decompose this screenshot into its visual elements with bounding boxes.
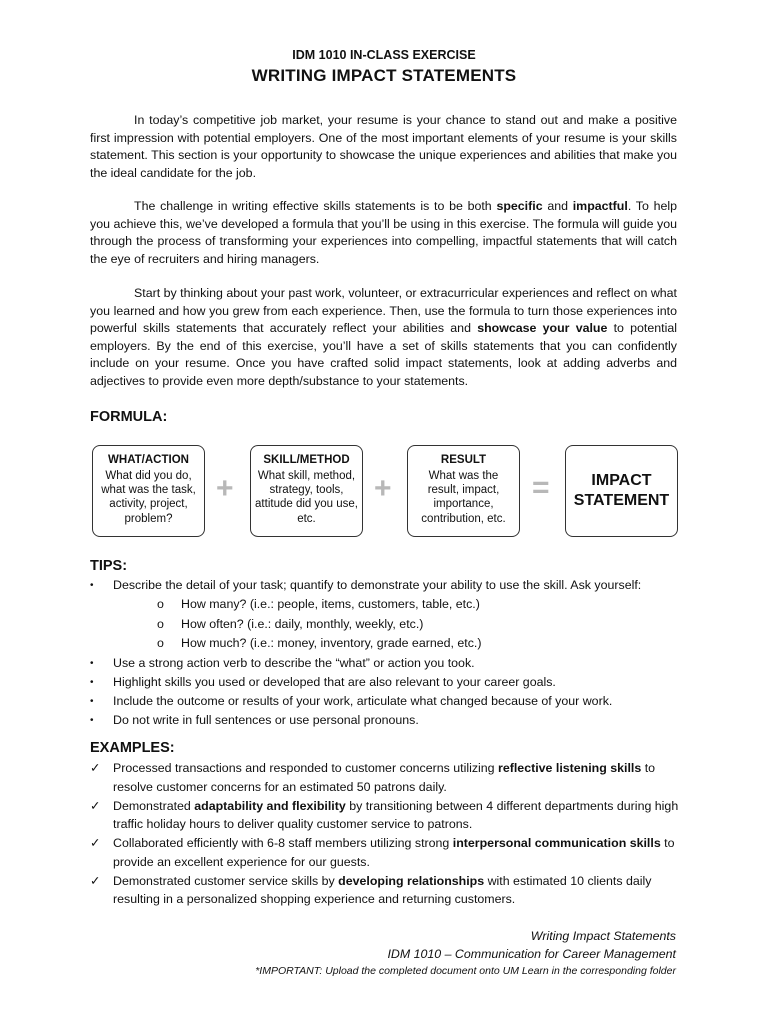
formula-box-title: RESULT <box>440 454 487 466</box>
tip-text: Highlight skills you used or developed that are also relevant to your career goals. <box>113 674 556 689</box>
list-item <box>113 634 690 654</box>
sub-bullet-icon: o <box>157 616 164 631</box>
bullet-icon: • <box>90 676 94 688</box>
formula-box-skill-method <box>250 445 363 537</box>
intro-paragraph-2 <box>90 198 677 268</box>
list-item <box>90 711 690 730</box>
tip-text: Include the outcome or results of your work, articulate what changed because of your work. <box>113 693 613 708</box>
text-run: to resolve customer concerns for an estimated 50 patrons daily. <box>113 761 656 794</box>
equals-icon: = <box>532 471 550 504</box>
course-line: IDM 1010 IN-CLASS EXERCISE <box>292 48 476 62</box>
list-item <box>90 692 690 711</box>
example-text <box>113 799 678 832</box>
example-text <box>113 874 652 907</box>
formula-box-what-action <box>92 445 205 537</box>
tips-sub-list <box>113 595 690 654</box>
formula-box-title: SKILL/METHOD <box>263 454 350 466</box>
text-run: Demonstrated customer service skills by <box>113 873 339 888</box>
tip-text: Do not write in full sentences or use personal pronouns. <box>113 712 419 727</box>
text-run: Collaborated efficiently with 6-8 staff members utilizing strong <box>113 836 453 850</box>
example-text <box>113 836 675 869</box>
bullet-icon: • <box>90 580 94 591</box>
formula-box-title: WHAT/ACTION <box>108 454 189 466</box>
text-run: by transitioning between 4 different departments during high traffic holiday hours to deliver quality customer service to patrons. <box>113 798 679 831</box>
list-item <box>90 872 690 909</box>
plus-icon: + <box>216 472 234 505</box>
text-run: Start by thinking about your past work, volunteer, or extracurricular experiences and reflect on what you learned and how you grew from each experience. Then, use the formula to turn those experiences into powerful skills statements that accurately reflect your abilities and <box>90 286 677 335</box>
page-title: WRITING IMPACT STATEMENTS <box>251 66 517 85</box>
sub-bullet-icon: o <box>157 636 164 650</box>
text-run: and <box>542 199 573 213</box>
formula-box-desc: What was the result, impact, importance, contribution, etc. <box>421 470 506 525</box>
list-item <box>90 654 690 673</box>
text-run: Demonstrated <box>113 798 195 813</box>
emphasis-text: impactful <box>572 199 628 213</box>
check-icon: ✓ <box>90 798 101 813</box>
check-icon: ✓ <box>90 836 101 850</box>
list-item <box>90 759 690 796</box>
emphasis-text: specific <box>496 199 543 213</box>
list-item <box>113 615 690 635</box>
bullet-icon: • <box>90 714 94 726</box>
footer-title: Writing Impact Statements <box>530 929 676 943</box>
text-run: to provide an excellent experience for our guests. <box>113 836 675 869</box>
tip-text: Use a strong action verb to describe the “what” or action you took. <box>113 655 475 670</box>
bullet-icon: • <box>90 657 94 669</box>
footer-course: IDM 1010 – Communication for Career Management <box>387 947 676 961</box>
tips-heading: TIPS: <box>90 558 128 574</box>
list-item <box>90 797 690 834</box>
list-item <box>90 576 690 654</box>
text-run: . To help you achieve this, we’ve developed a formula that you’ll be using in this exercise. The formula will guide you through the process of transforming your experiences into compelling, impactful statements that will catch the eye of recruiters and hiring managers. <box>90 199 678 266</box>
sub-bullet-icon: o <box>157 597 164 611</box>
text-run: Processed transactions and responded to customer concerns utilizing <box>113 761 499 775</box>
text-run: The challenge in writing effective skills statements is to be both <box>134 199 497 213</box>
emphasis-text: developing relationships <box>338 873 485 888</box>
formula-box-impact-statement <box>565 445 678 537</box>
emphasis-text: showcase your value <box>477 321 608 335</box>
intro-paragraph-1-text: In today’s competitive job market, your resume is your chance to stand out and make a positive first impression with potential employers. One of the most important elements of your resume is your skills statement. This section is your opportunity to showcase the unique experiences and abilities that make you the ideal candidate for the job. <box>90 113 677 180</box>
footer-note: *IMPORTANT: Upload the completed document onto UM Learn in the corresponding folder <box>255 965 676 977</box>
emphasis-text: reflective listening skills <box>498 761 642 775</box>
emphasis-text: interpersonal communication skills <box>452 836 661 850</box>
text-run: with estimated 10 clients daily resulting in a personalized shopping experience and returning customers. <box>113 873 652 906</box>
sub-tip-text: How many? (i.e.: people, items, customers, table, etc.) <box>181 597 480 611</box>
emphasis-text: adaptability and flexibility <box>194 798 346 813</box>
intro-paragraph-1 <box>90 112 677 182</box>
check-icon: ✓ <box>90 761 101 775</box>
sub-tip-text: How much? (i.e.: money, inventory, grade earned, etc.) <box>181 636 482 650</box>
list-item <box>90 673 690 692</box>
tips-list <box>90 576 690 730</box>
bullet-icon: • <box>90 695 94 707</box>
examples-heading: EXAMPLES: <box>90 740 175 756</box>
sub-tip-text: How often? (i.e.: daily, monthly, weekly, etc.) <box>181 616 424 631</box>
check-icon: ✓ <box>90 873 101 888</box>
text-run: to potential employers. By the end of this exercise, you’ll have a set of skills statements that you can confidently include on your resume. Once you have crafted solid impact statements, look at adding adverbs and adjectives to provide even more depth/substance to your statements. <box>90 321 677 388</box>
list-item <box>113 595 690 615</box>
plus-icon: + <box>374 472 392 505</box>
list-item <box>90 834 690 871</box>
formula-box-desc: What skill, method, strategy, tools, attitude did you use, etc. <box>255 470 358 525</box>
examples-list <box>90 759 690 909</box>
tip-text: Describe the detail of your task; quantify to demonstrate your ability to use the skill. Ask yourself: <box>113 578 642 592</box>
impact-statement-line-1: IMPACT <box>591 472 652 489</box>
impact-statement-line-2: STATEMENT <box>573 492 670 509</box>
formula-heading: FORMULA: <box>90 409 168 425</box>
formula-box-desc: What did you do, what was the task, activity, project, problem? <box>101 470 196 525</box>
intro-paragraph-3 <box>90 285 677 390</box>
formula-box-result <box>407 445 520 537</box>
example-text <box>113 761 655 794</box>
